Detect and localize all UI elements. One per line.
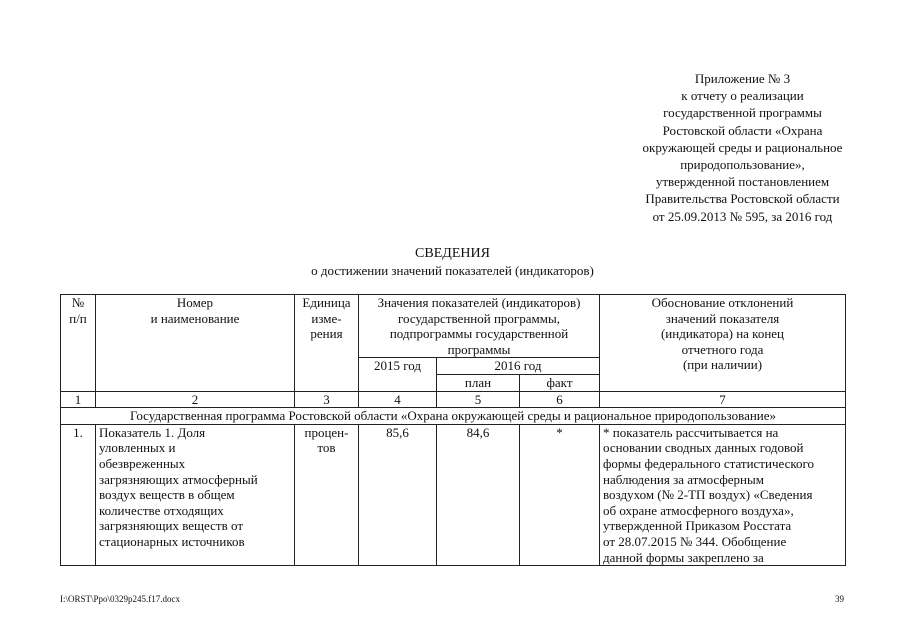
column-number: 2 xyxy=(96,391,295,408)
row-value-plan: 84,6 xyxy=(437,424,520,565)
appendix-line: от 25.09.2013 № 595, за 2016 год xyxy=(652,208,833,224)
column-number: 3 xyxy=(295,391,359,408)
row-num: 1. xyxy=(61,424,96,565)
row-unit: процен- тов xyxy=(295,424,359,565)
appendix-line: Приложение № 3 xyxy=(694,71,791,86)
column-number: 7 xyxy=(600,391,846,408)
appendix-block xyxy=(600,70,885,225)
row-justification: * показатель рассчитывается на основании сводных данных годовой формы федерального статистического наблюдения за атмосферным воздухом (№ 2-ТП воздух) «Сведения об охране атмосферного воздуха», утвержденной Приказом Росстата от 28.07.2015 № 344. Обобщение данной формы закреплено за xyxy=(600,424,846,565)
appendix-line: Ростовской области «Охрана xyxy=(662,122,823,138)
header-name: Номер и наименование xyxy=(96,295,295,392)
column-number: 5 xyxy=(437,391,520,408)
header-num: № п/п xyxy=(61,295,96,392)
row-value-fact: * xyxy=(520,424,600,565)
header-unit: Единица изме- рения xyxy=(295,295,359,392)
table-row xyxy=(61,424,846,565)
header-fact: факт xyxy=(520,374,600,391)
header-plan: план xyxy=(437,374,520,391)
appendix-line: утвержденной постановлением xyxy=(655,174,830,190)
row-name: Показатель 1. Доля уловленных и обезвреженных загрязняющих атмосферный воздух веществ в общем количестве отходящих загрязняющих веществ от стационарных источников xyxy=(96,424,295,565)
document-title: СВЕДЕНИЯ xyxy=(415,246,490,261)
appendix-line: государственной программы xyxy=(663,105,822,121)
indicators-table xyxy=(60,294,846,566)
header-values: Значения показателей (индикаторов) государственной программы, подпрограммы государственной программы xyxy=(359,295,600,358)
page-number: 39 xyxy=(835,594,844,604)
column-number: 6 xyxy=(520,391,600,408)
appendix-line: Правительства Ростовской области xyxy=(645,191,840,207)
row-value-2015: 85,6 xyxy=(359,424,437,565)
file-path: I:\ORST\Ppo\0329p245.f17.docx xyxy=(60,594,181,604)
appendix-line: природопользование», xyxy=(680,157,805,173)
header-year-2015: 2015 год xyxy=(359,358,437,391)
column-number: 4 xyxy=(359,391,437,408)
column-number: 1 xyxy=(61,391,96,408)
program-row: Государственная программа Ростовской области «Охрана окружающей среды и рациональное природопользование» xyxy=(61,408,846,425)
appendix-line: окружающей среды и рациональное xyxy=(642,139,843,155)
header-year-2016: 2016 год xyxy=(437,358,600,375)
header-justification: Обоснование отклонений значений показателя (индикатора) на конец отчетного года (при наличии) xyxy=(600,295,846,392)
appendix-line: к отчету о реализации xyxy=(681,88,804,104)
document-subtitle: о достижении значений показателей (индикаторов) xyxy=(311,263,594,278)
